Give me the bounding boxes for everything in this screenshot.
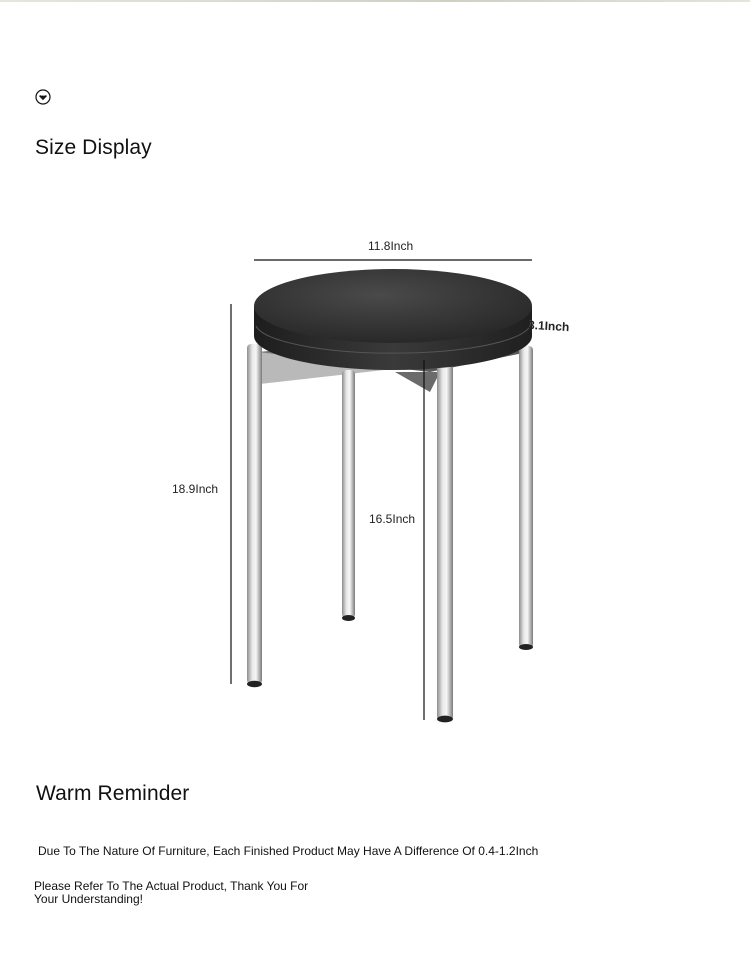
stool-legs	[247, 344, 533, 722]
dimension-seat-height-label: 16.5Inch	[369, 512, 416, 526]
dimension-total-height-label: 18.9Inch	[172, 482, 219, 496]
dimension-width-label: 11.8Inch	[368, 239, 414, 253]
size-display-title: Size Display	[35, 136, 152, 159]
dimension-seat-thickness-label: 3.1Inch	[527, 317, 570, 335]
reminder-note-refer: Please Refer To The Actual Product, Thank You For Your Understanding!	[34, 879, 309, 906]
stool-seat	[254, 269, 532, 370]
reminder-note-difference: Due To The Nature Of Furniture, Each Finished Product May Have A Difference Of 0.4-1.2Inch	[38, 844, 539, 858]
warm-reminder-title: Warm Reminder	[36, 782, 190, 805]
